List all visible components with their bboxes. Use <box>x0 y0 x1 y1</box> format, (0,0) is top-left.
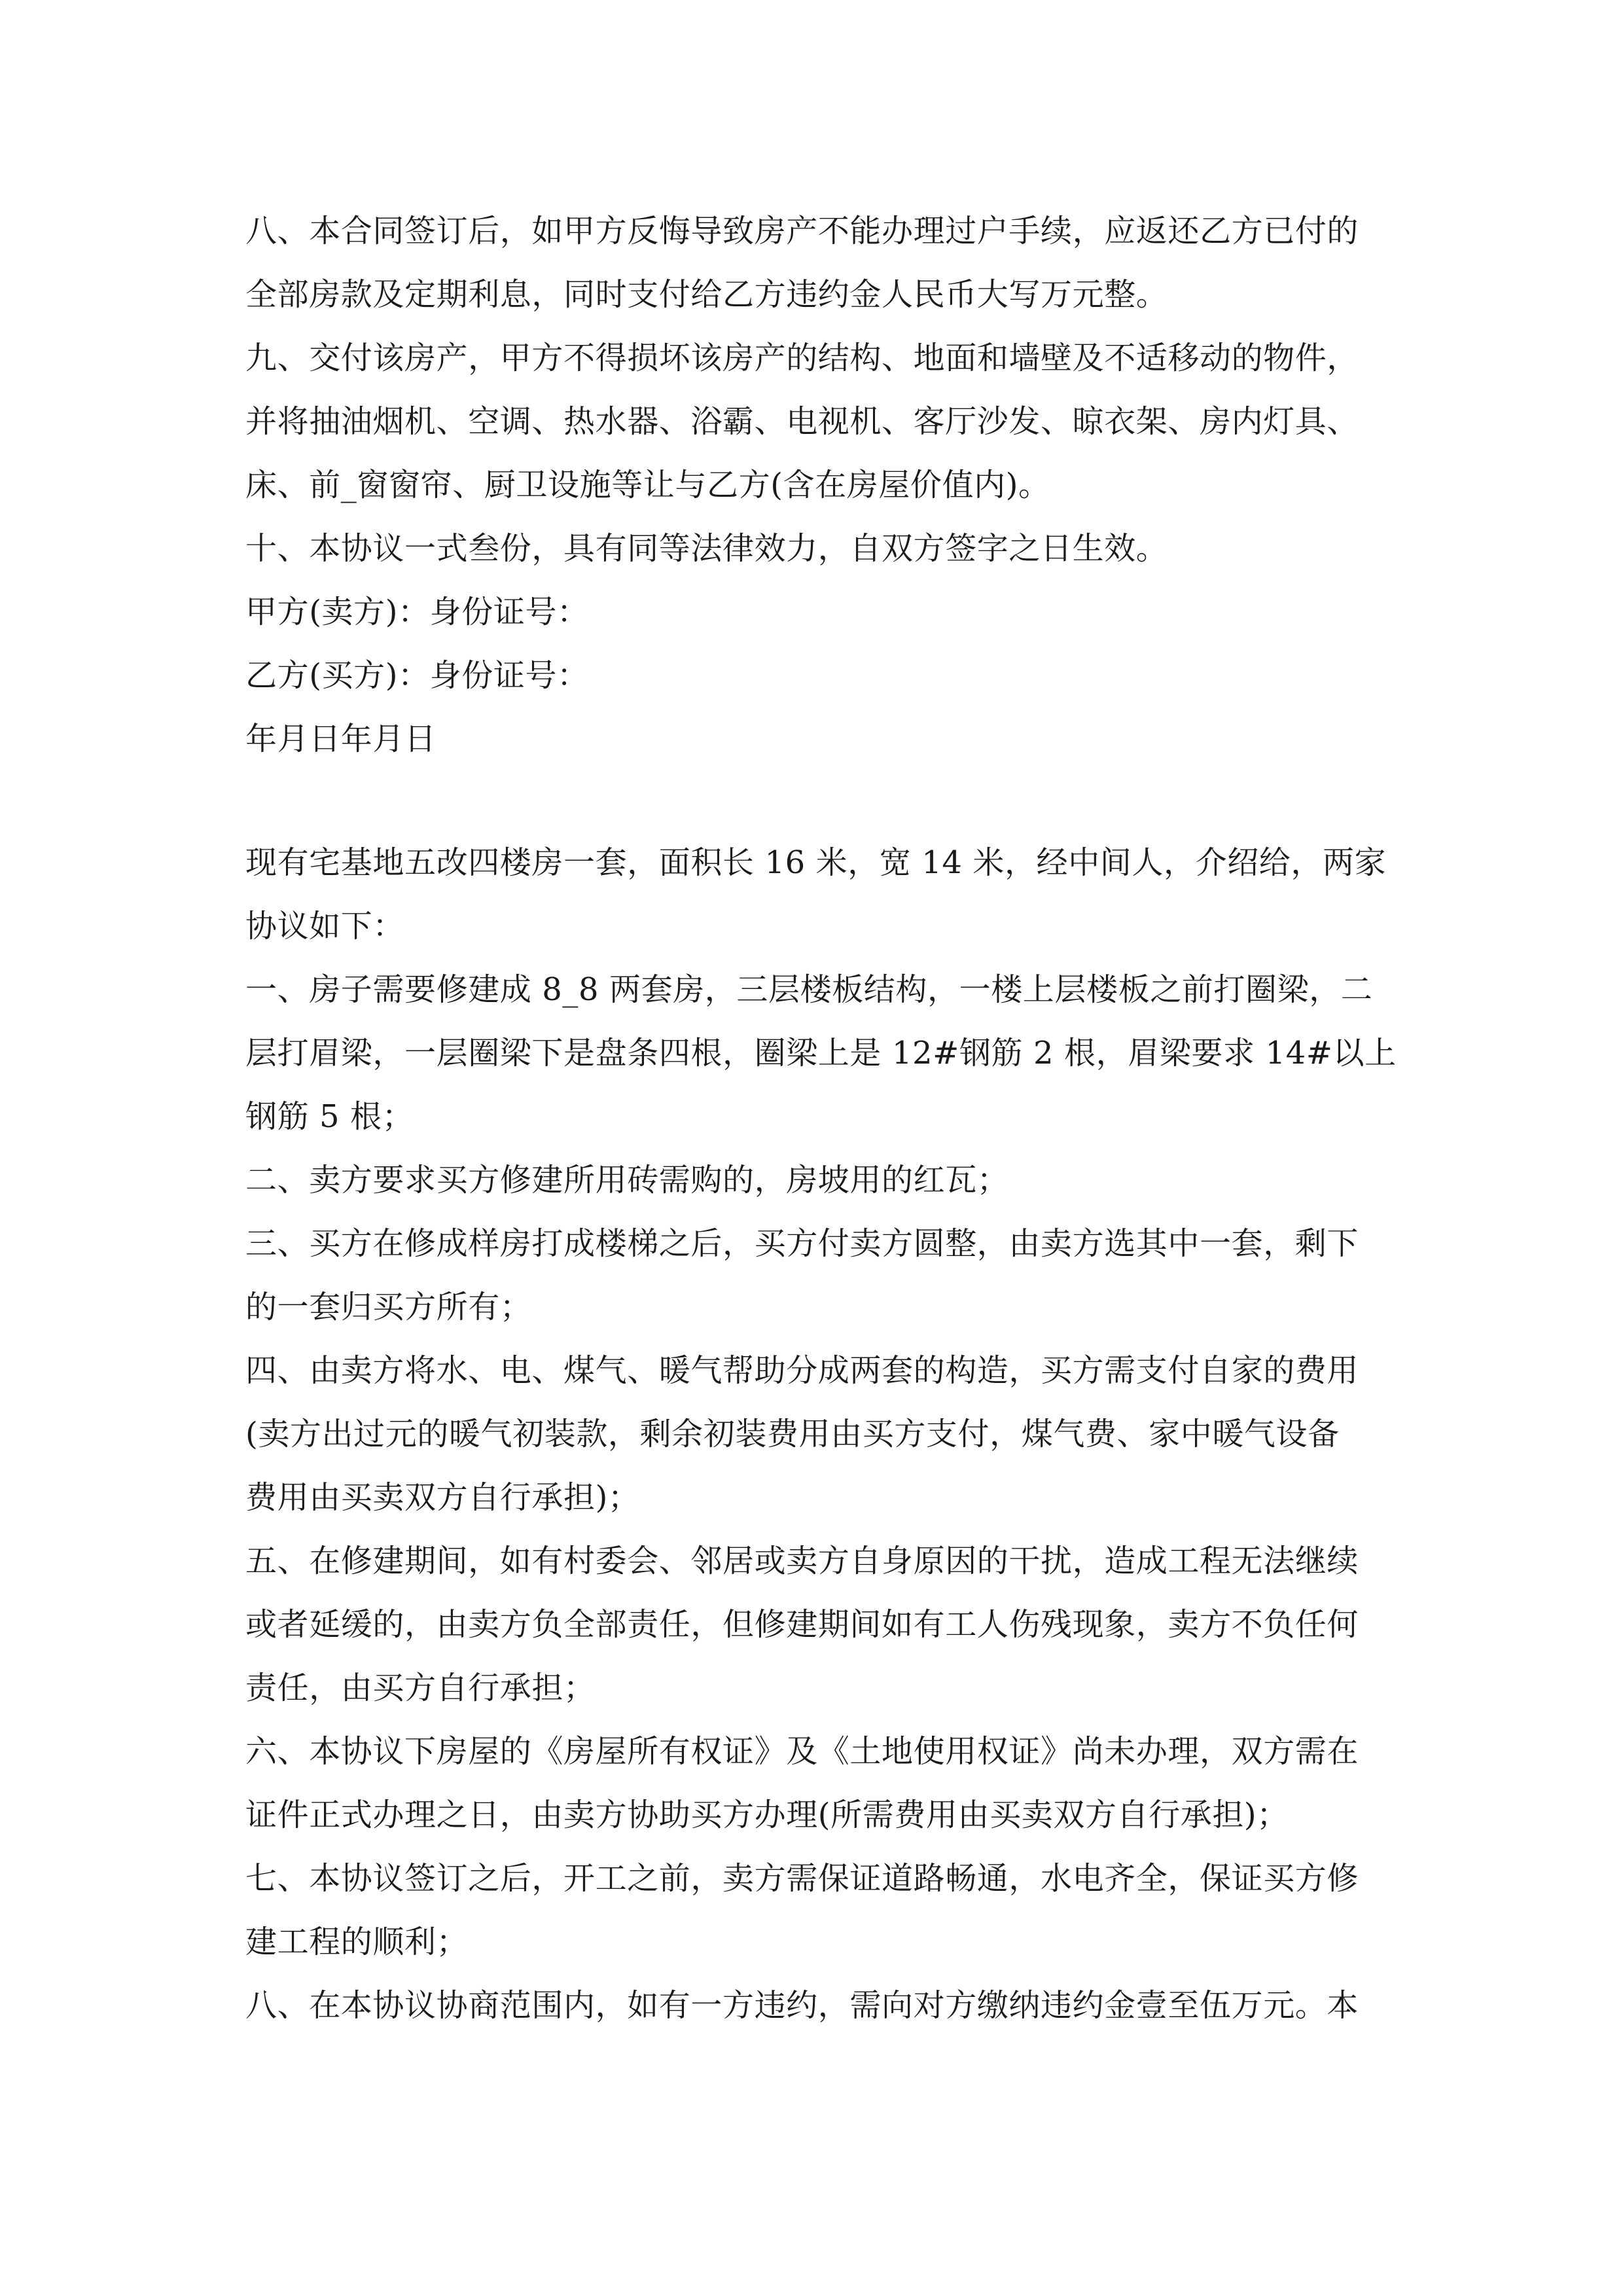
section-divider-space <box>245 771 1381 831</box>
text-line: 费用由买卖双方自行承担)； <box>245 1479 640 1516</box>
date-line: 年月日年月日 <box>245 721 437 757</box>
text-line: 七、本协议签订之后，开工之前，卖方需保证道路畅通，水电齐全，保证买方修 <box>245 1860 1359 1897</box>
text-line: 钢筋 5 根； <box>245 1098 414 1135</box>
text-line: 六、本协议下房屋的《房屋所有权证》及《土地使用权证》尚未办理，双方需在 <box>245 1733 1359 1770</box>
text-line: 现有宅基地五改四楼房一套，面积长 16 米，宽 14 米，经中间人，介绍给，两家 <box>245 844 1387 881</box>
text-line: 的一套归买方所有； <box>245 1289 532 1325</box>
text-line: 协议如下： <box>245 908 405 944</box>
text-line: 九、交付该房产，甲方不得损坏该房产的结构、地面和墙壁及不适移动的物件， <box>245 340 1359 376</box>
text-line: 五、在修建期间，如有村委会、邻居或卖方自身原因的干扰，造成工程无法继续 <box>245 1543 1359 1579</box>
text-line: 八、在本协议协商范围内，如有一方违约，需向对方缴纳违约金壹至伍万元。本 <box>245 1987 1359 2024</box>
text-line: 十、本协议一式叁份，具有同等法律效力，自双方签字之日生效。 <box>245 530 1168 567</box>
text-line: 三、买方在修成样房打成楼梯之后，买方付卖方圆整，由卖方选其中一套，剩下 <box>245 1225 1359 1262</box>
text-line: 二、卖方要求买方修建所用砖需购的，房坡用的红瓦； <box>245 1162 1009 1198</box>
document-body <box>245 200 1397 2037</box>
text-line: 床、前_窗窗帘、厨卫设施等让与乙方(含在房屋价值内)。 <box>245 467 1050 503</box>
text-line: 责任，由买方自行承担； <box>245 1670 596 1706</box>
text-line: (卖方出过元的暖气初装款，剩余初装费用由买方支付，煤气费、家中暖气设备 <box>245 1416 1340 1452</box>
text-line: 一、房子需要修建成 8_8 两套房，三层楼板结构，一楼上层楼板之前打圈梁，二 <box>245 971 1373 1008</box>
text-line: 并将抽油烟机、空调、热水器、浴霸、电视机、客厅沙发、晾衣架、房内灯具、 <box>245 403 1359 440</box>
contract-terms-section <box>245 200 1381 771</box>
text-line: 或者延缓的，由卖方负全部责任，但修建期间如有工人伤残现象，卖方不负任何 <box>245 1606 1359 1643</box>
party-a-signature-line: 甲方(卖方)：身份证号： <box>245 594 589 630</box>
text-line: 四、由卖方将水、电、煤气、暖气帮助分成两套的构造，买方需支付自家的费用 <box>245 1352 1359 1389</box>
text-line: 建工程的顺利； <box>245 1924 469 1960</box>
text-line: 证件正式办理之日，由卖方协助买方办理(所需费用由买卖双方自行承担)； <box>245 1797 1289 1833</box>
party-b-signature-line: 乙方(买方)：身份证号： <box>245 657 589 694</box>
construction-agreement-section <box>245 831 1397 2037</box>
text-line: 八、本合同签订后，如甲方反悔导致房产不能办理过户手续，应返还乙方已付的 <box>245 213 1359 249</box>
text-line: 层打眉梁，一层圈梁下是盘条四根，圈梁上是 12#钢筋 2 根，眉梁要求 14#以上 <box>245 1035 1397 1071</box>
text-line: 全部房款及定期利息，同时支付给乙方违约金人民币大写万元整。 <box>245 276 1168 313</box>
